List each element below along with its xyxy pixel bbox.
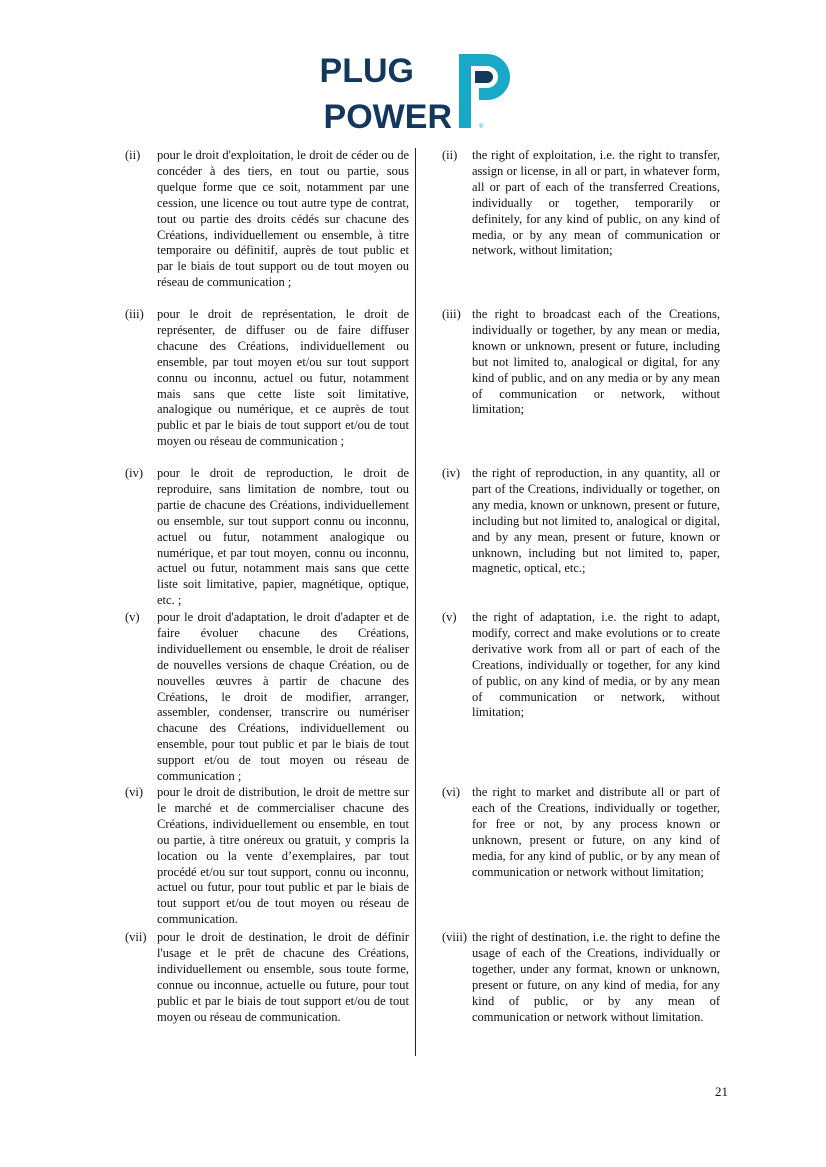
clause-text-fr: pour le droit d'exploitation, le droit de céder ou de concéder à des tiers, en tout ou partie, sous quelque forme que ce soit, notamment par une cession, une licence ou tout autre type de contrat, tout ou partie des droits cédés sur chacune des Créations, individuellement ou ensemble, à titre temporaire ou définitif, auprès de tout public et par le biais de tout support ou de tout moyen ou réseau de communication ; bbox=[157, 148, 409, 290]
clause-number-fr: (vi) bbox=[125, 785, 144, 799]
clause-text-en: the right of reproduction, in any quantity, all or part of the Creations, individually or together, on any media, known or unknown, present or future, including but not limited to, analogical or digital, and by any mean, present or future, known or unknown, including but not limited to, paper, magnetic, optical, etc.; bbox=[472, 466, 720, 576]
clause-text-en: the right to broadcast each of the Creations, individually or together, by any mean or media, known or unknown, present or future, including but not limited to, analogical or digital, for any kind of public, and on any media or by any mean of communication or network, without limitation; bbox=[472, 307, 720, 417]
clause-fr bbox=[125, 930, 409, 1025]
clause-number-fr: (ii) bbox=[125, 148, 141, 162]
logo-text-plug: PLUG bbox=[319, 52, 414, 90]
clause-en bbox=[442, 307, 720, 418]
clause-number-en: (v) bbox=[442, 610, 457, 624]
clause-fr bbox=[125, 466, 409, 609]
logo-p-mark-inner bbox=[475, 71, 493, 83]
clause-fr bbox=[125, 307, 409, 450]
logo-text-power: POWER bbox=[323, 98, 452, 136]
plug-power-logo-graphic bbox=[296, 44, 532, 136]
clause-text-fr: pour le droit d'adaptation, le droit d'adapter et de faire évoluer chacune des Créations, individuellement ou ensemble, le droit de réaliser de nouvelles versions de chaque Création, ou de nouvelles œuvres à partir de chacune des Créations, le droit de modifier, arranger, assembler, condenser, transcrire ou numériser chacune des Créations, individuellement ou ensemble, pour tout public et par le biais de tout support et/ou de tout moyen ou réseau de communication ; bbox=[157, 610, 409, 784]
clause-text-en: the right to market and distribute all or part of each of the Creations, individually or together, for free or not, by any process known or unknown, present or future, on any kind of media, for any kind of public, or by any mean of communication or network without limitation; bbox=[472, 785, 720, 879]
clause-text-en: the right of destination, i.e. the right to define the usage of each of the Creations, individually or together, under any format, known or unknown, present or future, on any kind of media, for any kind of public, or by any mean of communication or network without limitation. bbox=[472, 930, 720, 1024]
clause-en bbox=[442, 148, 720, 259]
clause-number-fr: (iii) bbox=[125, 307, 144, 321]
clause-fr bbox=[125, 148, 409, 291]
page-number: 21 bbox=[715, 1084, 728, 1099]
clause-text-fr: pour le droit de distribution, le droit de mettre sur le marché et de commercialiser chacune des Créations, individuellement ou ensemble, en tout ou partie, à titre onéreux ou gratuit, y compris la location ou la vente d’exemplaires, par tout procédé et/ou sur tout support, connu ou inconnu, actuel ou futur, pour tout public et par le biais de tout support et/ou de tout moyen ou réseau de communication. bbox=[157, 785, 409, 927]
logo-registered-mark: ® bbox=[479, 124, 484, 130]
clause-fr bbox=[125, 610, 409, 785]
clause-en bbox=[442, 930, 720, 1025]
clause-en bbox=[442, 466, 720, 577]
clause-number-en: (vi) bbox=[442, 785, 461, 799]
clause-text-fr: pour le droit de destination, le droit de définir l'usage et le prêt de chacune des Créations, individuellement ou ensemble, sous toute forme, connue ou inconnue, actuelle ou future, pour tout public et par le biais de tout support et/ou de tout moyen ou réseau de communication. bbox=[157, 930, 409, 1024]
clause-en bbox=[442, 785, 720, 880]
clause-number-fr: (iv) bbox=[125, 466, 144, 480]
clause-text-fr: pour le droit de représentation, le droit de représenter, de diffuser ou de faire diffuser chacune des Créations, individuellement ou ensemble, par tout moyen et/ou sur tout support connu ou inconnu, actuel ou futur, notamment mais sans que cette liste soit limitative, analogique ou numérique, et ce auprès de tout public et par le biais de tout support et/ou de tout moyen ou réseau de communication ; bbox=[157, 307, 409, 449]
column-divider bbox=[415, 148, 416, 1056]
clause-text-en: the right of exploitation, i.e. the right to transfer, assign or license, in all or part, in whatever form, all or part of each of the transferred Creations, individually or together, temporarily or definitely, for any kind of public, on any kind of media, or by any mean of communication or network, without limitation; bbox=[472, 148, 720, 258]
clause-number-fr: (v) bbox=[125, 610, 140, 624]
clause-text-fr: pour le droit de reproduction, le droit de reproduire, sans limitation de nombre, tout ou partie de chacune des Créations, individuellement ou ensemble, sur tout support connu ou inconnu, actuel ou futur, notamment analogique ou numérique, et par tout moyen, connu ou inconnu, actuel ou futur, notamment mais sans que cette liste soit limitative, papier, magnétique, optique, etc. ; bbox=[157, 466, 409, 608]
clause-number-en: (viii) bbox=[442, 930, 467, 944]
plug-power-logo bbox=[296, 44, 532, 136]
clause-en bbox=[442, 610, 720, 721]
clause-number-en: (iv) bbox=[442, 466, 461, 480]
clause-number-fr: (vii) bbox=[125, 930, 147, 944]
clause-fr bbox=[125, 785, 409, 928]
logo-p-mark-outer bbox=[459, 54, 510, 128]
clause-text-en: the right of adaptation, i.e. the right to adapt, modify, correct and make evolutions or to create derivative work from all or part of each of the Creations, individually or together, for any kind of public, on any kind of media, or by any mean of communication or network, without limitation; bbox=[472, 610, 720, 720]
clause-number-en: (iii) bbox=[442, 307, 461, 321]
clause-number-en: (ii) bbox=[442, 148, 458, 162]
